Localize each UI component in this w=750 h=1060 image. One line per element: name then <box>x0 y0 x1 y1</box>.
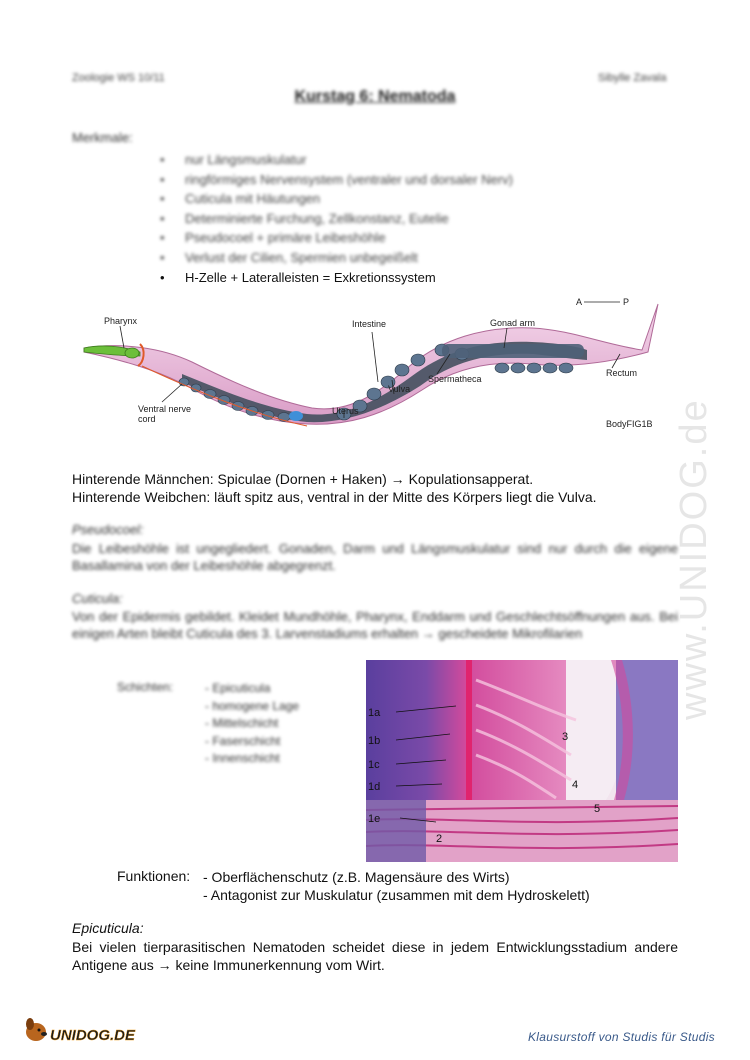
label-uterus: Uterus <box>332 406 359 416</box>
funktionen-list <box>203 868 590 904</box>
histo-label-1a: 1a <box>368 707 381 719</box>
label-intestine: Intestine <box>352 319 387 329</box>
list-item: - Oberflächenschutz (z.B. Magensäure des Wirts) <box>203 869 510 885</box>
epicuticula-heading: Epicuticula: <box>72 920 144 936</box>
hinterende-maennchen: Hinterende Männchen: Spiculae (Dornen + Haken) → Kopulationsapperat. <box>72 471 534 487</box>
list-item: - Faserschicht <box>205 733 281 748</box>
merkmale-list <box>160 150 513 287</box>
header-right: Sibylle Zavala <box>598 72 667 84</box>
label-ventral-nerve-cord: cord <box>138 414 156 424</box>
funktionen-label: Funktionen: <box>117 868 191 884</box>
header-left: Zoologie WS 10/11 <box>72 72 165 84</box>
figure-id: BodyFIG1B <box>606 419 653 429</box>
hinterende-weibchen: Hinterende Weibchen: läuft spitz aus, ventral in der Mitte des Körpers liegt die Vulva. <box>72 489 597 505</box>
list-item: - Epicuticula <box>205 681 271 695</box>
page-title: Kurstag 6: Nematoda <box>294 88 456 105</box>
spermatheca-shape <box>289 411 303 421</box>
logo-text: UNIDOG.DE <box>50 1027 136 1044</box>
watermark-text: www.UNIDOG.de <box>673 398 715 720</box>
cuticula-heading: Cuticula: <box>72 591 123 606</box>
list-item: - homogene Lage <box>205 698 300 713</box>
list-item: • Verlust der Cilien, Spermien unbegeißelt <box>160 248 513 268</box>
nematode-body-figure <box>82 290 662 440</box>
merkmale-heading: Merkmale: <box>72 130 133 145</box>
histo-label-1b: 1b <box>368 735 381 747</box>
pharynx-bulb <box>125 348 139 358</box>
list-item: • ringförmiges Nervensystem (ventraler und dorsaler Nerv) <box>160 170 513 190</box>
label-pharynx: Pharynx <box>104 316 138 326</box>
label-axis-a: A <box>576 297 583 307</box>
histo-label-3: 3 <box>562 731 569 743</box>
footer-slogan: Klausurstoff von Studis für Studis <box>528 1030 715 1044</box>
gonad-arm-shape <box>442 344 584 358</box>
epicuticula-text: Bei vielen tierparasitischen Nematoden scheidet diese in jedem Entwicklungsstadium andere Antigene aus → keine Immunerkennung vom Wirt. <box>72 939 678 973</box>
histo-label-4: 4 <box>572 779 579 791</box>
label-spermatheca: Spermatheca <box>428 374 482 384</box>
list-item: • H-Zelle + Lateralleisten = Exkretionssystem <box>160 268 513 288</box>
histo-label-2: 2 <box>436 833 443 845</box>
list-item: • Pseudocoel + primäre Leibeshöhle <box>160 228 513 248</box>
histo-label-1e: 1e <box>368 813 381 825</box>
pseudocoel-heading: Pseudocoel: <box>72 522 144 537</box>
schichten-list <box>205 680 299 768</box>
cuticula-text: Von der Epidermis gebildet. Kleidet Mundhöhle, Pharynx, Enddarm und Geschlechtsöffnungen aus. Bei einigen Arten bleibt Cuticula des 3. Larvenstadiums erhalten → gescheidete Mikrofilarien <box>72 609 678 641</box>
watermark <box>648 280 728 740</box>
label-rectum: Rectum <box>606 368 638 378</box>
list-item: - Antagonist zur Muskulatur (zusammen mit dem Hydroskelett) <box>203 887 590 903</box>
histo-label-5: 5 <box>594 803 601 815</box>
histo-label-1d: 1d <box>368 781 381 793</box>
unidog-logo <box>22 1014 152 1048</box>
histo-label-1c: 1c <box>368 759 380 771</box>
list-item: • Cuticula mit Häutungen <box>160 189 513 209</box>
label-ventral-nerve: Ventral nerve <box>138 404 192 414</box>
hinterende-text <box>72 470 597 506</box>
list-item: • nur Längsmuskulatur <box>160 150 513 170</box>
pseudocoel-text: Die Leibeshöhle ist ungegliedert. Gonaden, Darm und Längsmuskulatur sind nur durch die eigene Basallamina von der Leibeshöhle abgegrenzt. <box>72 541 678 573</box>
cuticula-histology-image <box>366 660 678 862</box>
label-vulva: Vulva <box>388 384 411 394</box>
list-item: - Innenschicht <box>205 751 280 765</box>
list-item: • Determinierte Furchung, Zellkonstanz, Eutelie <box>160 209 513 229</box>
label-axis-p: P <box>623 297 630 307</box>
schichten-label: Schichten: <box>117 680 174 694</box>
label-gonad-arm: Gonad arm <box>490 318 536 328</box>
list-item: - Mittelschicht <box>205 716 279 730</box>
